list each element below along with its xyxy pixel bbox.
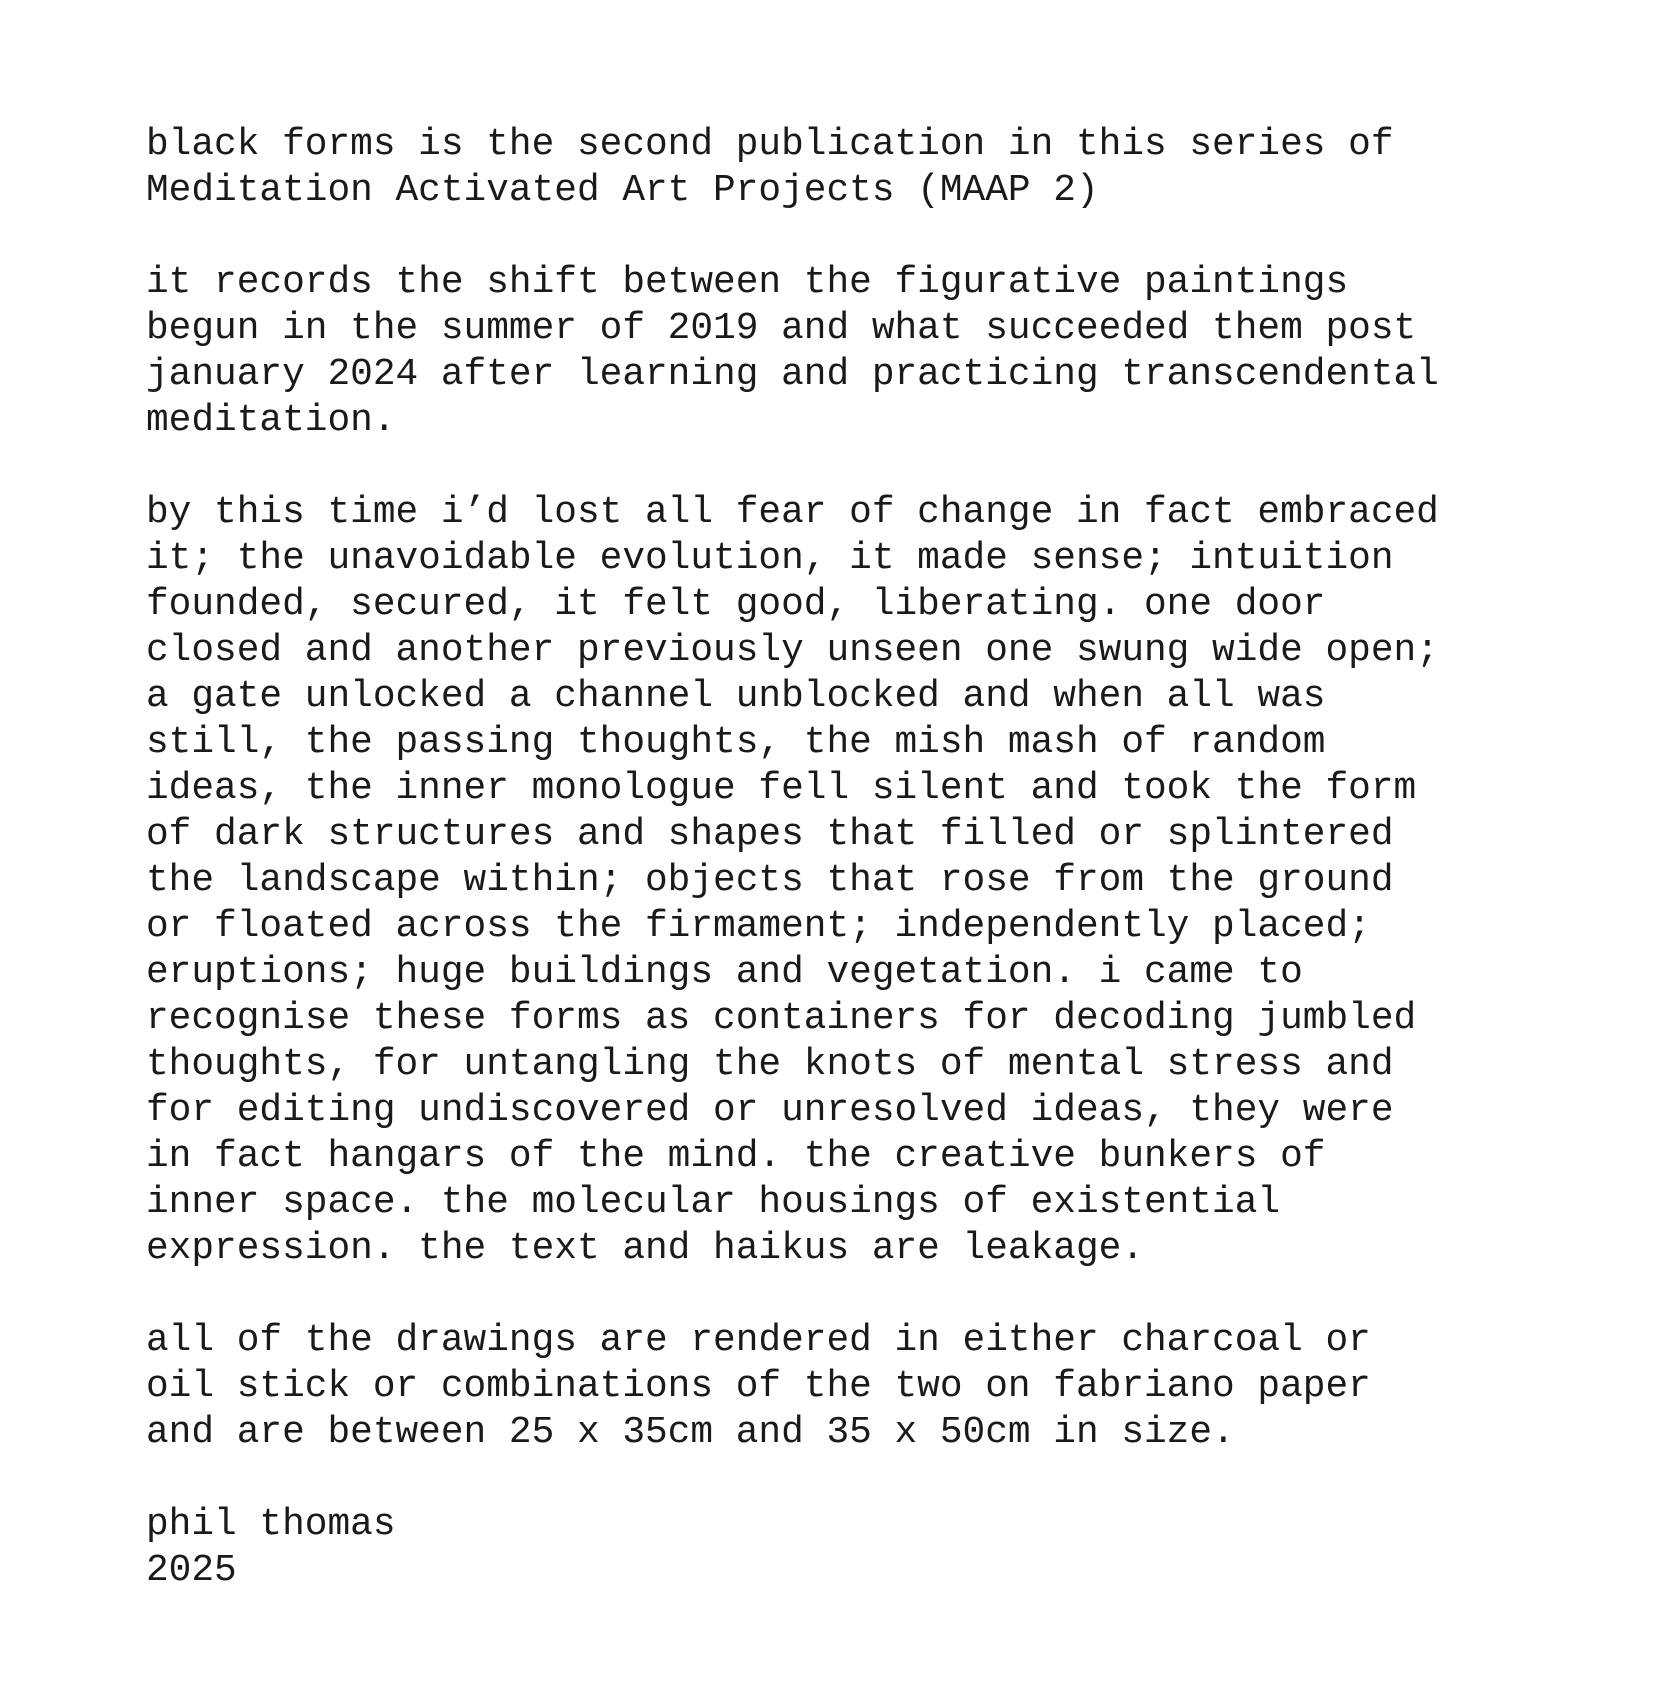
text-line: or floated across the firmament; independently placed;: [146, 906, 1371, 948]
text-line: in fact hangars of the mind. the creative bunkers of: [146, 1136, 1326, 1178]
text-line: january 2024 after learning and practicing transcendental: [146, 354, 1439, 396]
text-line: black forms is the second publication in this series of: [146, 124, 1394, 166]
text-line: it records the shift between the figurative paintings: [146, 262, 1349, 304]
paragraph-forms: [146, 490, 1586, 1272]
text-line: by this time i’d lost all fear of change in fact embraced: [146, 492, 1439, 534]
text-line: for editing undiscovered or unresolved ideas, they were: [146, 1090, 1394, 1132]
paragraph-materials: [146, 1318, 1586, 1456]
text-line: recognise these forms as containers for decoding jumbled: [146, 998, 1417, 1040]
text-line: ideas, the inner monologue fell silent and took the form: [146, 768, 1417, 810]
text-line: all of the drawings are rendered in either charcoal or: [146, 1320, 1371, 1362]
signature-block: [146, 1502, 1586, 1594]
text-line: still, the passing thoughts, the mish mash of random: [146, 722, 1326, 764]
publication-year: 2025: [146, 1550, 237, 1592]
author-name: phil thomas: [146, 1504, 396, 1546]
paragraph-intro: [146, 122, 1586, 214]
text-line: begun in the summer of 2019 and what succeeded them post: [146, 308, 1417, 350]
paragraph-shift: [146, 260, 1586, 444]
text-line: meditation.: [146, 400, 396, 442]
text-line: inner space. the molecular housings of existential: [146, 1182, 1281, 1224]
text-line: expression. the text and haikus are leakage.: [146, 1228, 1145, 1270]
document-page: [146, 122, 1586, 1640]
text-line: eruptions; huge buildings and vegetation. i came to: [146, 952, 1303, 994]
text-line: founded, secured, it felt good, liberating. one door: [146, 584, 1326, 626]
text-line: thoughts, for untangling the knots of mental stress and: [146, 1044, 1394, 1086]
text-line: closed and another previously unseen one swung wide open;: [146, 630, 1439, 672]
text-line: it; the unavoidable evolution, it made sense; intuition: [146, 538, 1394, 580]
text-line: a gate unlocked a channel unblocked and when all was: [146, 676, 1326, 718]
text-line: and are between 25 x 35cm and 35 x 50cm in size.: [146, 1412, 1235, 1454]
text-line: the landscape within; objects that rose from the ground: [146, 860, 1394, 902]
text-line: Meditation Activated Art Projects (MAAP 2): [146, 170, 1099, 212]
text-line: oil stick or combinations of the two on fabriano paper: [146, 1366, 1371, 1408]
text-line: of dark structures and shapes that filled or splintered: [146, 814, 1394, 856]
